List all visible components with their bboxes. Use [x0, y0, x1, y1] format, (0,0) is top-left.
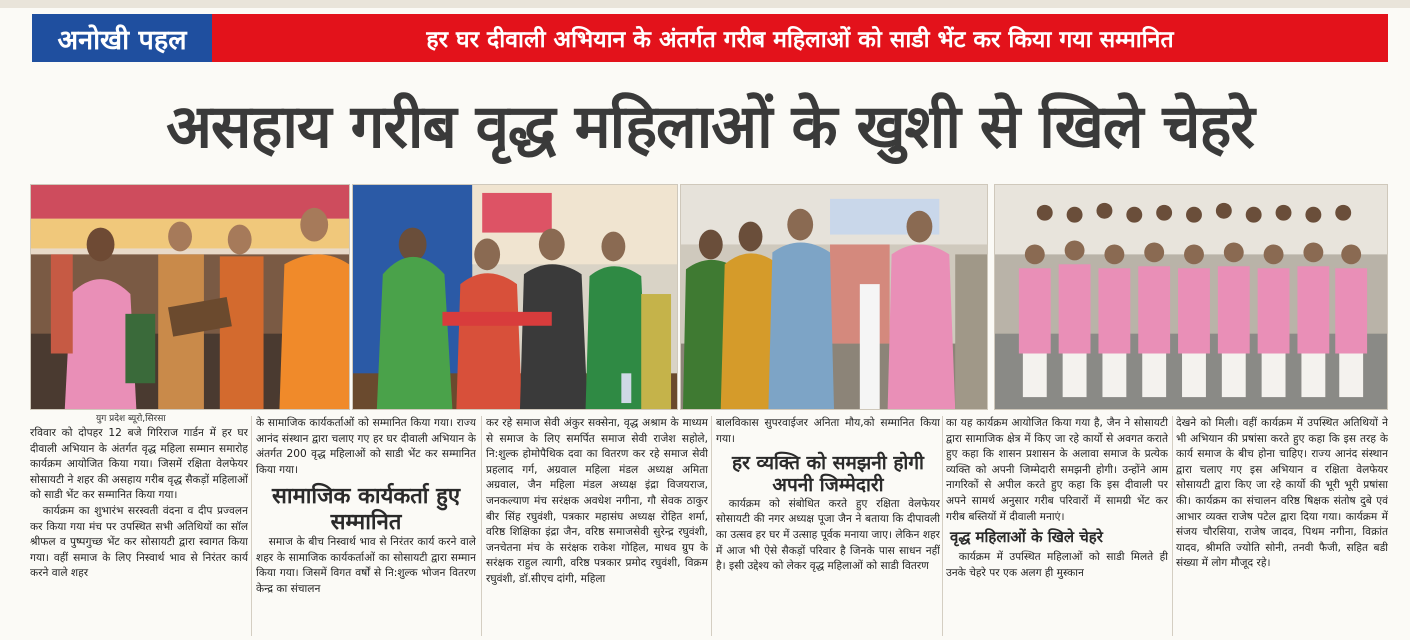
article-column-3: [486, 416, 708, 638]
photo-saree-gifting-image: [353, 185, 677, 409]
column-divider: [711, 416, 712, 636]
photo-award-handover: [30, 184, 350, 410]
top-rule: [0, 0, 1410, 8]
subheading-responsibility: हर व्यक्ति को समझनी होगी अपनी जिम्मेदारी: [732, 452, 924, 497]
column-divider: [481, 416, 482, 636]
article-column-1: [30, 426, 248, 640]
paragraph: कार्यक्रम को संबोधित करते हुए रक्षिता वेलफेयर सोसायटी की नगर अध्यक्ष पूजा जैन ने बताया कि दीपावली का उत्सव हर घर में उत्साह पूर्वक मनाया जाए। लेकिन शहर में आज भी ऐसे सैकड़ों परिवार है जिनके पास साधन नहीं है। इसी उद्देश्य को लेकर वृद्ध महिलाओं को साडी वितरण: [716, 497, 940, 573]
paragraph: कर रहे समाज सेवी अंकुर सक्सेना, वृद्ध अश्राम के माध्यम से समाज के लिए समर्पित समाज सेवी राजेश सहोले, नि:शुल्क होमोपैथिक दवा का वितरण कर रहे समाज सेवी प्रहलाद गर्ग, अग्रवाल महिला मंडल अध्यक्ष अमिता अग्रवाल, जैन महिला मंडल अध्यक्ष इंद्रा विजयराज, जनकल्याण मंच सरंक्षक अवधेश नगीना, गौ सेवक ठाकुर बीर सिंह रघुवंशी, पत्रकार महासंघ अध्यक्ष रोहित शर्मा, वरिष्ठ शिक्षिका इंद्रा जैन, वरिष्ठ समाजसेवी सुरेन्द्र रघुवंशी, जनचेतना मंच के सरंक्षक राकेश गोहिल, माधव ग्रुप के सरंक्षक राहुल त्यागी, वरिष्ठ पत्रकार प्रमोद रघुवंशी, विक्रम रघुवंशी, डॉ.सीएच दांगी, महिला: [486, 417, 708, 585]
headline: असहाय गरीब वृद्ध महिलाओं के खुशी से खिले चेहरे: [166, 92, 1254, 162]
photo-group-image: [995, 185, 1387, 409]
photo-saree-gifting: [352, 184, 678, 410]
article-column-4: [716, 416, 940, 638]
article-column-2: [256, 416, 476, 638]
paragraph: का यह कार्यक्रम आयोजित किया गया है, जैन ने सोसायटी द्वारा सामाजिक क्षेत्र में किए जा रहे कार्यो से अवगत कराते हुए कहा कि शासन प्रशासन के अलावा समाज के प्रत्येक व्यक्ति को अपनी जिम्मेदारी समझनी होगी। उन्होंने आम नागरिकों से अपील करते हुए कहा कि इस दीवाली पर अपने सामर्थ अनुसार गरीब परिवारों में सामग्री भेंट कर गरीब बस्तियों में दीवाली मनाएं।: [946, 417, 1168, 523]
paragraph: देखने को मिली। वहीं कार्यक्रम में उपस्थित अतिथियों ने भी अभियान की प्रषांसा करते हुए कहा कि इस तरह के कार्य समाज के बीच होना चाहिए। राज्य आनंद संस्थान द्वारा चलाए गए इस अभियान व रक्षिता वेलफेयर सोसायटी द्वारा किए जा रहे कार्यो की भूरी भूरी प्रषांसा की। कार्यक्रम का संचालन वरिष्ठ षिक्षक संतोष दुबे एवं आभार व्यक्त राजेष पटेल द्वारा दिया गया। कार्यक्रम में संजय चौरसिया, राजेष जादव, पिथम नगीना, विक्रांत यादव, श्रीमति ज्योति सोनी, तनवी फैजी, सहित बडी संख्या में लोग मौजूद रहे।: [1176, 417, 1388, 570]
kicker-label: अनोखी पहल: [32, 14, 212, 62]
photo-women-stage-image: [681, 185, 987, 409]
photo-credit: युग प्रदेश ब्यूरो,सिरसा: [96, 414, 166, 424]
column-divider: [1172, 416, 1173, 636]
subheading-happy-faces: वृद्ध महिलाओं के खिले चेहरे: [950, 528, 1103, 547]
article-column-6: [1176, 416, 1388, 638]
article-column-5: [946, 416, 1168, 638]
paragraph: के सामाजिक कार्यकर्ताओं को सम्मानित किया गया। राज्य आनंद संस्थान द्वारा चलाए गए हर घर दीवाली अभियान के अंतर्गत 200 वृद्ध महिलाओं को साडी भेंट कर सम्मानित किया गया।: [256, 417, 476, 476]
paragraph: कार्यक्रम में उपस्थित महिलाओं को साडी मिलते ही उनके चेहरे पर एक अलग ही मुस्कान: [946, 551, 1168, 579]
subheading-social-workers: सामाजिक कार्यकर्ता हुए सम्मानित: [272, 484, 460, 535]
column-divider: [942, 416, 943, 636]
paragraph: कार्यक्रम का शुभारंभ सरस्वती वंदना व दीप प्रज्वलन कर किया गया मंच पर उपस्थित सभी अतिथियों का सॉल श्रीफल व पुष्पगुच्छ भेंट कर सोसायटी द्वारा स्वागत किया गया। वहीं समाज के लिए निस्वार्थ भाव से निरंतर कार्य करने वाले शहर: [30, 504, 248, 580]
column-divider: [251, 416, 252, 636]
photo-award-handover-image: [31, 185, 349, 409]
photo-women-stage: [680, 184, 988, 410]
strap-line: हर घर दीवाली अभियान के अंतर्गत गरीब महिलाओं को साडी भेंट कर किया गया सम्मानित: [212, 14, 1388, 62]
paragraph: रविवार को दोपहर 12 बजे गिरिराज गार्डन में हर घर दीवाली अभियान के अंतर्गत वृद्ध महिला सम्मान समारोह कार्यक्रम आयोजित किया गया। जिसमें रक्षिता वेलफेयर सोसायटी ने शहर की असहाय गरीब वृद्ध सैकड़ों महिलाओं को साडी भेंट कर सम्मानित किया गया।: [30, 427, 248, 502]
banner: [32, 14, 1388, 62]
photo-group: [994, 184, 1388, 410]
paragraph: समाज के बीच निस्वार्थ भाव से निरंतर कार्य करने वाले शहर के सामाजिक कार्यकर्ताओं का सोसायटी द्वारा सम्मान किया गया। जिसमें विगत वर्षों से नि:शुल्क भोजन वितरण केन्द्र का संचालन: [256, 535, 476, 595]
paragraph: बालविकास सुपरवाईजर अनिता मौय,को सम्मानित किया गया।: [716, 417, 940, 445]
